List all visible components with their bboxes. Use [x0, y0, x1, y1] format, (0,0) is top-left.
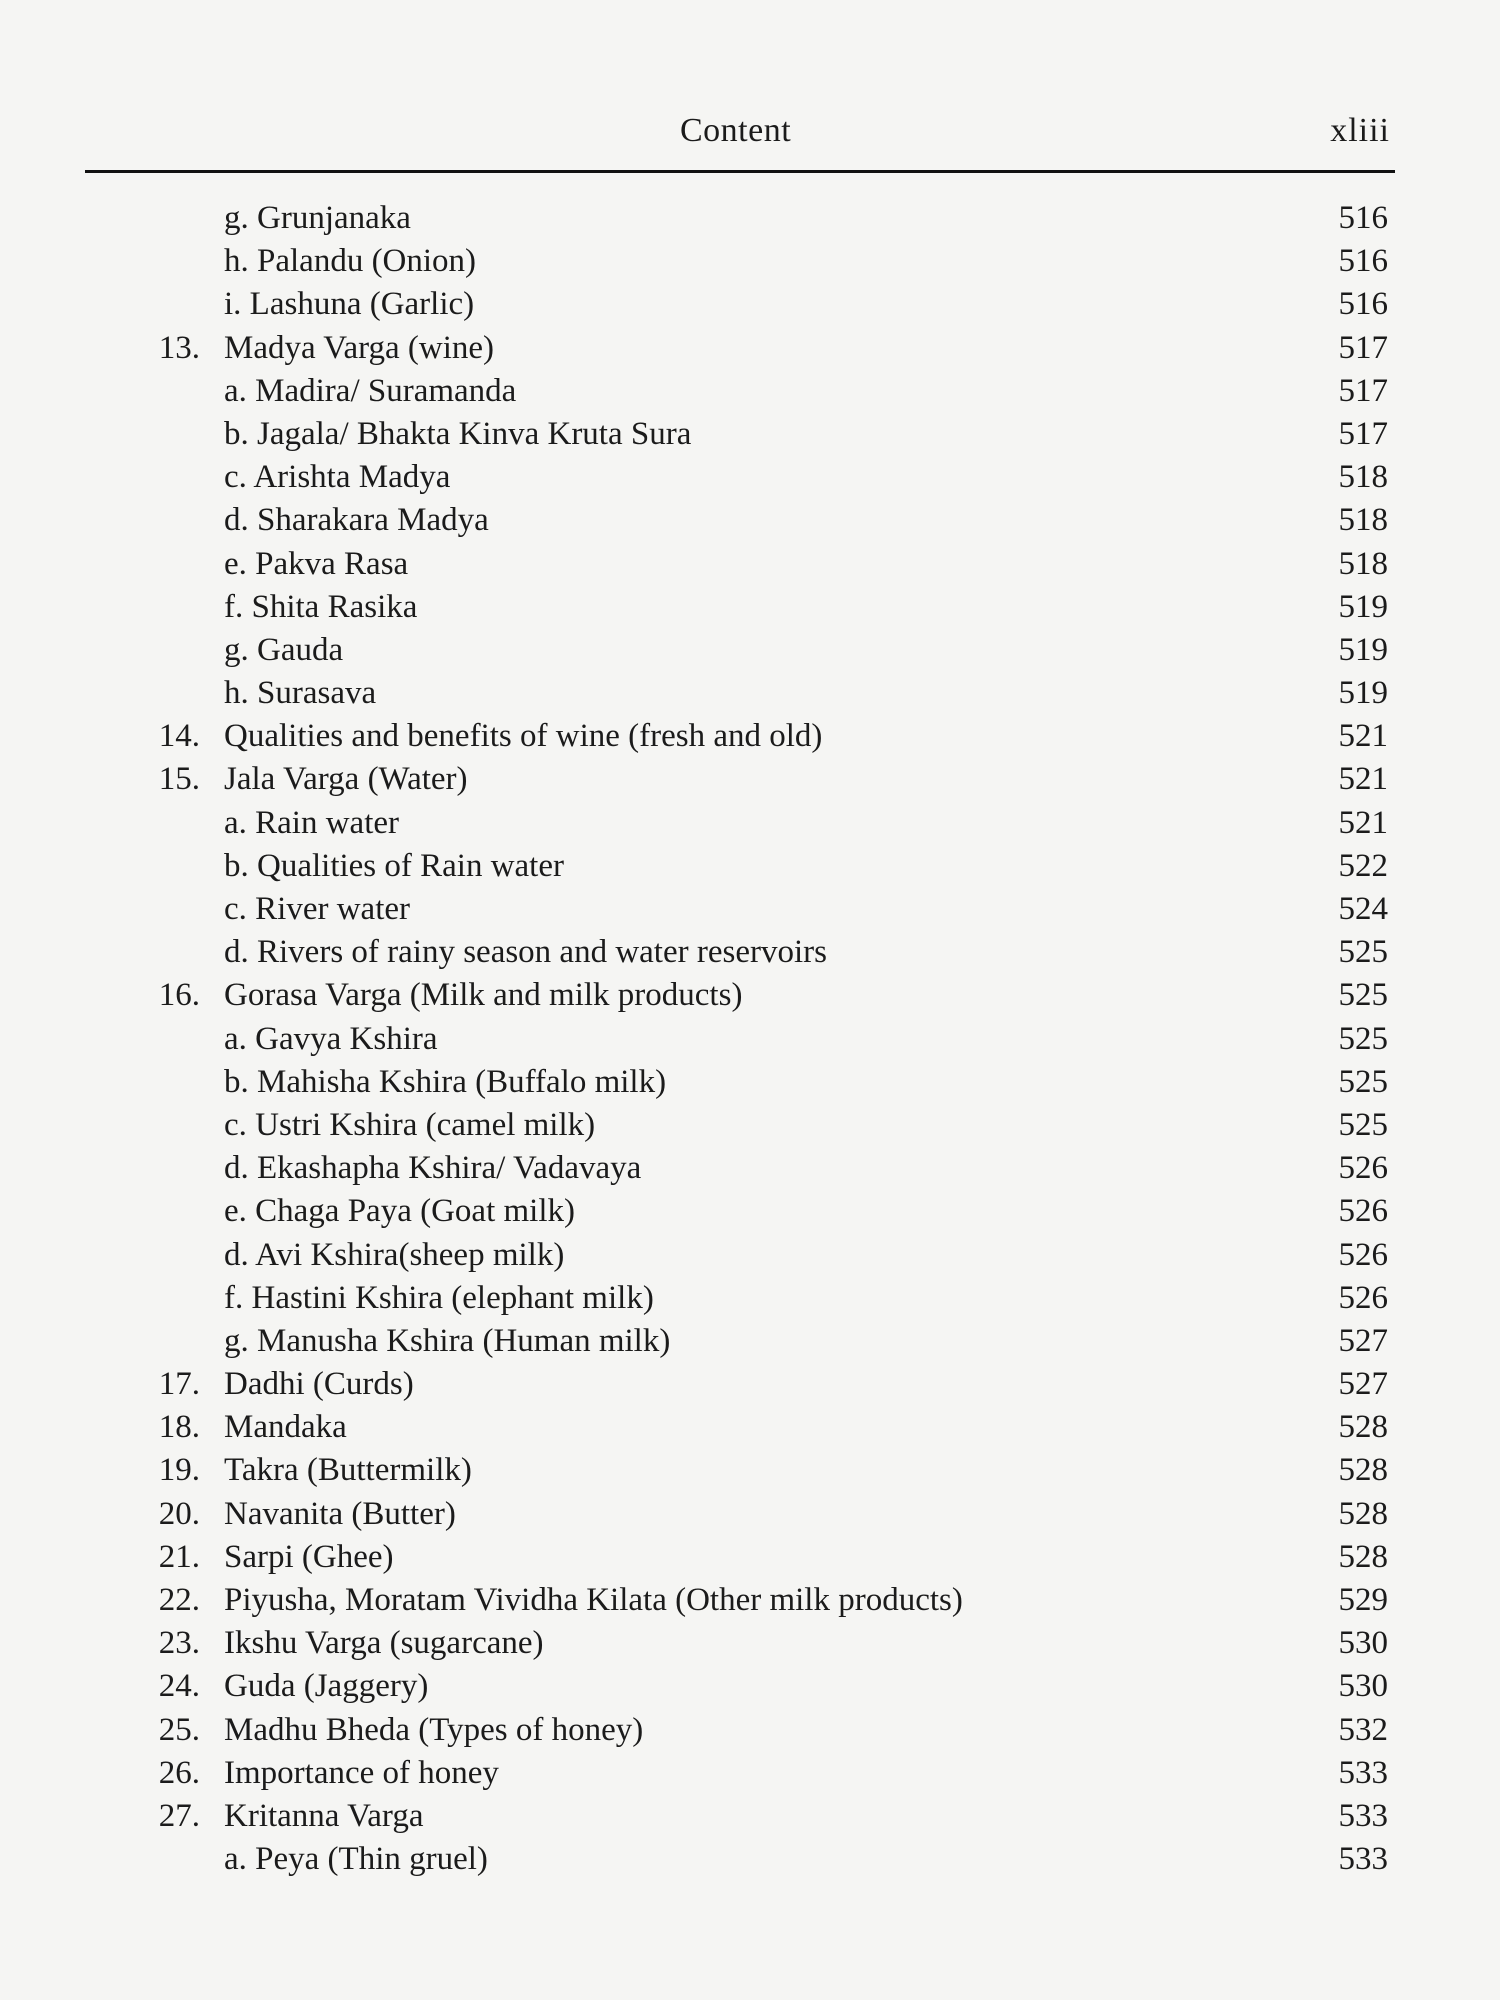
toc-entry-title: e. Chaga Paya (Goat milk): [224, 1193, 575, 1230]
toc-entry: [0, 1709, 1500, 1752]
toc-entry-page: 530: [1338, 1625, 1388, 1662]
header-title: Content: [680, 112, 792, 149]
toc-entry-page: 525: [1338, 977, 1388, 1014]
toc-entry-title: b. Jagala/ Bhakta Kinva Kruta Sura: [224, 415, 692, 452]
toc-entry: [0, 1449, 1500, 1492]
toc-entry-page: 525: [1338, 934, 1388, 971]
toc-entry-page: 521: [1338, 804, 1388, 841]
toc-entry-title: d. Sharakara Madya: [224, 502, 489, 539]
toc-entry-page: 526: [1338, 1279, 1388, 1316]
toc-entry-number: 22.: [158, 1582, 200, 1618]
toc-entry-page: 519: [1338, 631, 1388, 668]
toc-entry: [0, 1147, 1500, 1190]
toc-entry-title: e. Pakva Rasa: [224, 545, 409, 582]
toc-entry: [0, 672, 1500, 715]
toc-entry: [0, 1061, 1500, 1104]
toc-entry: [0, 1363, 1500, 1406]
toc-entry: [0, 715, 1500, 758]
toc-entry-title: Guda (Jaggery): [224, 1668, 429, 1705]
toc-entry-page: 530: [1338, 1668, 1388, 1705]
toc-entry-title: a. Rain water: [224, 804, 400, 841]
toc-entry-page: 528: [1338, 1538, 1388, 1575]
toc-entry: [0, 1320, 1500, 1363]
toc-entry-page: 532: [1338, 1711, 1388, 1748]
toc-entry-page: 516: [1338, 200, 1388, 236]
toc-entry-title: Ikshu Varga (sugarcane): [224, 1625, 544, 1662]
toc-entry: [0, 1622, 1500, 1665]
toc-entry: [0, 413, 1500, 456]
toc-entry-page: 521: [1338, 718, 1388, 755]
toc-entry-number: 23.: [158, 1625, 200, 1662]
toc-entry-page: 518: [1338, 545, 1388, 582]
toc-entry: [0, 1406, 1500, 1449]
toc-entry-page: 529: [1338, 1582, 1388, 1618]
toc-entry: [0, 543, 1500, 586]
toc-entry-page: 516: [1338, 243, 1388, 280]
toc-entry: [0, 888, 1500, 931]
toc-entry-title: g. Grunjanaka: [224, 200, 411, 236]
running-header: [0, 112, 1500, 152]
toc-entry: [0, 974, 1500, 1017]
toc-entry-number: 18.: [158, 1409, 200, 1446]
toc-entry-page: 528: [1338, 1452, 1388, 1489]
toc-entry-title: i. Lashuna (Garlic): [224, 286, 475, 323]
toc-entry-page: 526: [1338, 1193, 1388, 1230]
toc-entry: [0, 1536, 1500, 1579]
toc-entry-title: Sarpi (Ghee): [224, 1538, 394, 1575]
header-rule: [85, 170, 1395, 173]
toc-entry: [0, 1104, 1500, 1147]
toc-entry: [0, 1838, 1500, 1881]
toc-entry-page: 528: [1338, 1495, 1388, 1532]
toc-entry-page: 521: [1338, 761, 1388, 798]
toc-entry-title: Takra (Buttermilk): [224, 1452, 472, 1489]
toc-entry: [0, 1018, 1500, 1061]
toc-entry-number: 24.: [158, 1668, 200, 1705]
toc-entry-number: 14.: [158, 718, 200, 755]
toc-entry: [0, 1579, 1500, 1622]
toc-entry: [0, 758, 1500, 801]
toc-entry-title: c. River water: [224, 891, 410, 927]
toc-entry-title: Navanita (Butter): [224, 1495, 456, 1532]
toc-entry: [0, 1665, 1500, 1708]
toc-entry: [0, 1277, 1500, 1320]
toc-entry-page: 525: [1338, 1063, 1388, 1100]
toc-entry-page: 516: [1338, 286, 1388, 323]
toc-entry-title: a. Peya (Thin gruel): [224, 1841, 488, 1878]
toc-entry-title: c. Ustri Kshira (camel milk): [224, 1106, 596, 1143]
toc-entry-page: 525: [1338, 1020, 1388, 1057]
toc-entry-title: Piyusha, Moratam Vividha Kilata (Other milk products): [224, 1582, 963, 1618]
toc-entry-title: Madhu Bheda (Types of honey): [224, 1711, 644, 1748]
toc-entry-page: 517: [1338, 415, 1388, 452]
toc-entry-number: 17.: [158, 1366, 200, 1403]
toc-entry-page: 528: [1338, 1409, 1388, 1446]
toc-entry-title: Mandaka: [224, 1409, 347, 1446]
toc-entry-title: a. Gavya Kshira: [224, 1020, 438, 1057]
toc-entry-number: 20.: [158, 1495, 200, 1532]
toc-entry: [0, 1795, 1500, 1838]
toc-entry-title: c. Arishta Madya: [224, 459, 451, 496]
toc-entry: [0, 327, 1500, 370]
toc-entry-page: 524: [1338, 891, 1388, 927]
toc-entry-title: Gorasa Varga (Milk and milk products): [224, 977, 743, 1014]
toc-entry: [0, 1234, 1500, 1277]
toc-entry-title: g. Gauda: [224, 631, 344, 668]
toc-entry: [0, 586, 1500, 629]
toc-entry-page: 533: [1338, 1797, 1388, 1834]
toc-entry: [0, 370, 1500, 413]
toc-entry-page: 517: [1338, 372, 1388, 409]
toc-entry-number: 25.: [158, 1711, 200, 1748]
toc-entry-title: f. Hastini Kshira (elephant milk): [224, 1279, 654, 1316]
toc-entry: [0, 802, 1500, 845]
toc-entry-page: 526: [1338, 1150, 1388, 1187]
toc-entry-title: Jala Varga (Water): [224, 761, 468, 798]
toc-entry-title: d. Avi Kshira(sheep milk): [224, 1236, 565, 1273]
toc-entry-title: Kritanna Varga: [224, 1797, 424, 1834]
toc-entry: [0, 629, 1500, 672]
toc-entry: [0, 197, 1500, 240]
table-of-contents: [0, 197, 1500, 1881]
toc-entry-page: 527: [1338, 1322, 1388, 1359]
toc-entry-title: h. Surasava: [224, 675, 377, 712]
toc-entry-title: b. Mahisha Kshira (Buffalo milk): [224, 1063, 667, 1100]
toc-entry-page: 525: [1338, 1106, 1388, 1143]
toc-entry-title: Madya Varga (wine): [224, 329, 495, 366]
toc-entry: [0, 1190, 1500, 1233]
toc-entry: [0, 1493, 1500, 1536]
toc-entry-number: 19.: [158, 1452, 200, 1489]
toc-entry-page: 519: [1338, 588, 1388, 625]
toc-entry-page: 517: [1338, 329, 1388, 366]
toc-entry-number: 13.: [158, 329, 200, 366]
toc-entry: [0, 499, 1500, 542]
toc-entry-page: 518: [1338, 459, 1388, 496]
toc-entry-title: f. Shita Rasika: [224, 588, 418, 625]
toc-entry: [0, 240, 1500, 283]
toc-entry-title: d. Ekashapha Kshira/ Vadavaya: [224, 1150, 642, 1187]
toc-entry-page: 518: [1338, 502, 1388, 539]
toc-entry: [0, 1752, 1500, 1795]
toc-entry-title: a. Madira/ Suramanda: [224, 372, 517, 409]
toc-entry-page: 527: [1338, 1366, 1388, 1403]
toc-entry-title: d. Rivers of rainy season and water reservoirs: [224, 934, 827, 971]
toc-entry-title: Dadhi (Curds): [224, 1366, 414, 1403]
toc-entry: [0, 931, 1500, 974]
toc-entry: [0, 456, 1500, 499]
toc-entry: [0, 283, 1500, 326]
toc-entry-number: 26.: [158, 1754, 200, 1791]
toc-entry-number: 21.: [158, 1538, 200, 1575]
toc-entry-number: 27.: [158, 1797, 200, 1834]
toc-entry-title: b. Qualities of Rain water: [224, 847, 564, 884]
header-page-number: xliii: [1330, 112, 1390, 149]
toc-entry-page: 533: [1338, 1754, 1388, 1791]
toc-entry-page: 519: [1338, 675, 1388, 712]
toc-entry-number: 16.: [158, 977, 200, 1014]
toc-entry-title: Importance of honey: [224, 1754, 499, 1791]
toc-entry-number: 15.: [158, 761, 200, 798]
toc-entry: [0, 845, 1500, 888]
toc-entry-page: 526: [1338, 1236, 1388, 1273]
toc-entry-title: Qualities and benefits of wine (fresh and old): [224, 718, 823, 755]
toc-entry-page: 522: [1338, 847, 1388, 884]
toc-entry-title: g. Manusha Kshira (Human milk): [224, 1322, 671, 1359]
toc-entry-title: h. Palandu (Onion): [224, 243, 477, 280]
toc-entry-page: 533: [1338, 1841, 1388, 1878]
